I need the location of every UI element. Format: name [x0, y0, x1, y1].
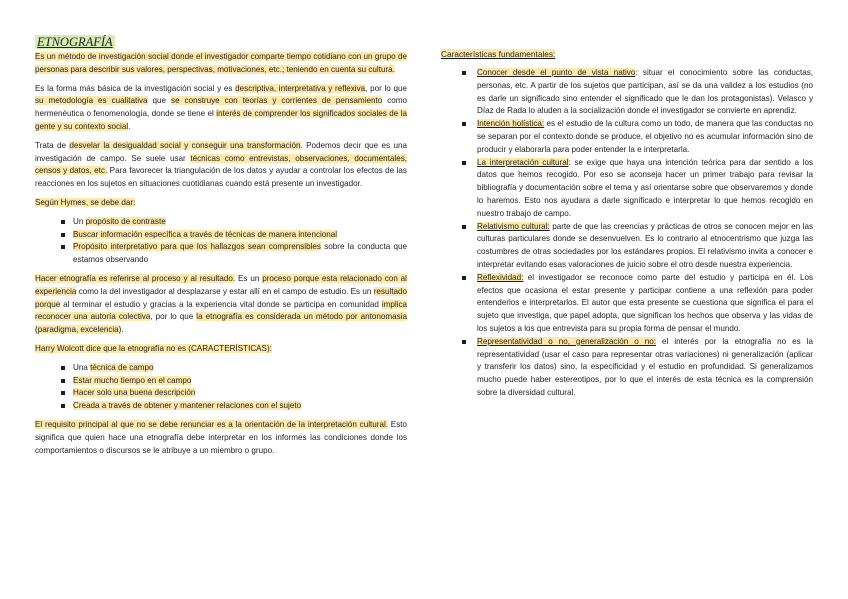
paragraph-proceso-resultado — [35, 273, 407, 337]
list-item — [73, 216, 407, 229]
list-item — [73, 362, 407, 375]
highlight: Hacer etnografía es referirse al proceso y al resultado. — [35, 273, 236, 283]
highlight: descriptiva, interpretativa y reflexiva — [235, 83, 366, 93]
term: Representatividad o no, generalización o no: — [477, 336, 656, 346]
text: Una — [73, 362, 91, 372]
highlight: Características fundamentales: — [441, 49, 556, 59]
term: La interpretación cultural — [477, 157, 569, 167]
text: : situar el conocimiento sobre las conductas, personas, etc. A partir de los sujetos que participan, así se da una validez a los estudios (no es darle un significado sino entender el significado que le dan los protagonistas). Velasco y Díaz de Rada lo aluden a la socialización donde el investigador se convierte en aprendiz. — [477, 68, 814, 116]
text: . Podemos decir que es una investigación de campo. Se suele usar — [35, 140, 407, 163]
list-item — [73, 229, 407, 242]
highlight: propósito de contraste — [85, 216, 166, 226]
highlight: su metodología es cualitativa — [35, 96, 148, 106]
paragraph-definition — [35, 51, 407, 77]
highlight: técnica de campo — [90, 362, 154, 372]
text: como hermenéutica o fenomenología, donde se tiene el — [35, 96, 407, 119]
text: Es la forma más básica de la investigación social y es — [35, 83, 236, 93]
text: , por lo que — [150, 312, 197, 322]
highlight: Estar mucho tiempo en el campo — [73, 375, 192, 385]
wolcott-heading — [35, 343, 407, 356]
list-item — [477, 157, 813, 221]
text: sobre la conducta que estamos observando — [73, 242, 407, 265]
highlight: Hacer solo una buena descripción — [73, 388, 196, 398]
definition-highlight: Es un método de investigación social donde el investigador comparte tiempo cotidiano con un grupo de personas para describir sus valores, perspectivas, motivaciones, etc.; teniendo en cuenta su cultura. — [35, 52, 407, 74]
highlight: Según Hymes, se debe dar: — [35, 197, 136, 207]
term: Reflexividad: — [477, 272, 524, 282]
highlight: técnicas como entrevistas, observaciones, documentales, censos y datos, etc. — [35, 153, 407, 176]
text: . — [121, 325, 124, 335]
highlight: Buscar información específica a través de técnicas de manera intencional — [73, 229, 338, 239]
list-item — [477, 336, 813, 400]
highlight: interés de comprender los significados sociales de la gente y su contexto social — [35, 109, 407, 131]
hymes-heading — [35, 197, 407, 210]
right-column — [441, 48, 813, 406]
text: Para favorecer la triangulación de los datos y ayudar a controlar los efectos de las reacciones en los sujetos en situaciones cuotidianas cuando está presente un investigador. — [35, 166, 407, 189]
highlight: Harry Wolcott dice que la etnografía no es (CARACTERÍSTICAS): — [35, 343, 272, 353]
paragraph-forma-basica — [35, 83, 407, 134]
left-column — [35, 33, 407, 463]
text: . — [128, 121, 131, 131]
highlight: implica reconocer una autoría colectiva — [35, 299, 407, 322]
text: que — [147, 96, 172, 106]
text: el interés por la etnografía no es la representatividad (usar el caso para representar otras variaciones) ni generalización (aplicar y transferir los datos) sino, la especificidad y el estudio en profundidad. Si generalizamos mucho puede haber estereotipos, por lo que el interés de esta técnica es la comprensión sobre la diversidad cultural. — [477, 336, 813, 397]
highlight: desvelar la desigualdad social y conseguir una transformación — [69, 140, 301, 150]
text: es el estudio de la cultura como un todo, de manera que las conductas no se separan por el contexto donde se produce, el objetivo no es acumular información sino de producir y elaborarla para poder entender la e interpretarla. — [477, 119, 814, 154]
text: parte de que las creencias y prácticas de otros se conocen mejor en las culturas particulares donde se desenvuelven. Es lo contrario al etnocentrismo que juzga las costumbres de otras sociedades por los estándares propios. El relativismo invita a conocer e interpretar evitando esas valoraciones de juicio sobre el otro desde nuestra experiencia. — [477, 221, 813, 269]
text: Un — [73, 216, 86, 226]
characteristics-list — [441, 67, 813, 400]
text: : se exige que haya una intención teórica para dar sentido a los datos que hemos recogido. Por eso se aconseja hacer un primer trabajo para revisar la bibliografía y documentación sobre el tema y así orientarse sobre que observaremos y donde lo haremos. Esto nos ayudara a darle significado e interpretar lo que hemos recogido en nuestro trabajo de campo. — [477, 157, 813, 218]
text: como la del investigador al desplazarse y estar allí en el campo de estudio. Es un — [76, 286, 374, 296]
highlight: se construye con teorías y corrientes de pensamiento — [171, 96, 383, 106]
list-item — [73, 400, 407, 413]
list-item — [73, 387, 407, 400]
text: el investigador se reconoce como parte del estudio y participa en él. Los efectos que ocasiona el estar presente y participar contiene a una reflexión para poder entenderlos e interpretarlos. El autor que esta presente se cuestiona que significa el para el sujeto que investiga, que papel adopta, que significan los hechos que observa y las vidas de los sujetos a los que entrevista para su propia forma de pensar el mundo. — [477, 272, 813, 333]
text: al terminar el estudio y gracias a la experiencia vital donde se participa en comunidad — [60, 299, 382, 309]
term: Conocer desde el punto de vista nativo — [477, 68, 636, 77]
highlight: Creada a través de obtener y mantener relaciones con el sujeto — [73, 401, 302, 411]
paragraph-requisito — [35, 419, 407, 457]
highlight: El requisito principal al que no se debe renunciar es a la orientación de la interpretación cultural. — [35, 419, 389, 429]
hymes-list — [35, 216, 407, 267]
paragraph-desvelar — [35, 140, 407, 191]
list-item — [73, 375, 407, 388]
list-item — [477, 272, 813, 336]
list-item — [73, 241, 407, 267]
text: , por lo que — [365, 83, 407, 93]
wolcott-list — [35, 362, 407, 413]
highlight: proceso porque esta relacionado con al experiencia — [35, 273, 407, 296]
term: Relativismo cultural: — [477, 221, 550, 231]
text: Es un — [235, 273, 263, 283]
characteristics-heading — [441, 48, 813, 60]
highlight: Propósito interpretativo para que los hallazgos sean comprensibles — [73, 242, 321, 252]
highlight: la etnografía es considerada un método por antonomasia (paradigma, excelencia) — [35, 312, 408, 335]
text: Esto significa que quien hace una etnografía debe interpretar en los informes las condiciones donde los comportamientos o discursos se le atribuye a un miembro o grupo. — [35, 419, 407, 455]
term: Intención holística: — [477, 119, 545, 129]
highlight: resultado porque — [35, 286, 407, 309]
list-item — [477, 221, 813, 272]
list-item — [477, 118, 813, 156]
page-title: ETNOGRAFÍA — [37, 35, 113, 49]
text: Trata de — [35, 140, 70, 150]
list-item — [477, 67, 813, 118]
